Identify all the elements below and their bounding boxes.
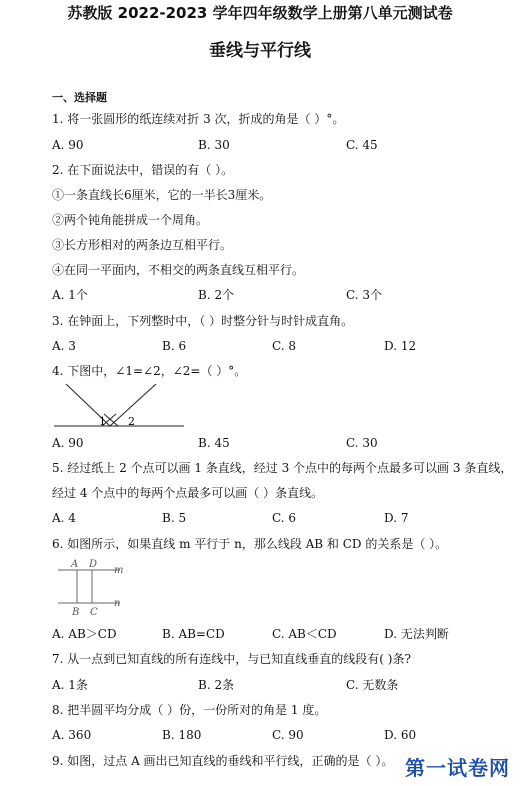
question-7-option-b: B. 2条 [198,678,235,692]
angle-figure [52,380,192,430]
question-7-option-c: C. 无数条 [346,678,399,692]
question-5-stem-continued: 经过 4 个点中的每两个点最多可以画（ ）条直线。 [52,486,324,500]
question-8-option-c: C. 90 [272,728,304,742]
question-5-option-d: D. 7 [384,511,409,525]
page-subtitle: 垂线与平行线 [209,41,311,61]
watermark-logo: 第一试卷网 [405,756,510,780]
question-8-option-d: D. 60 [384,728,417,742]
question-3-option-d: D. 12 [384,339,417,353]
question-6-option-b: B. AB=CD [162,627,225,641]
question-3-option-c: C. 8 [272,339,297,353]
question-1-option-b: B. 30 [198,138,230,152]
question-2-option-c: C. 3个 [346,288,383,302]
question-2-stem: 2. 在下面说法中，错误的有（ ）。 [52,163,234,177]
point-c-label: C [90,607,98,618]
section-heading: 一、选择题 [52,91,107,104]
question-6-option-c: C. AB＜CD [272,627,337,641]
question-9-stem: 9. 如图，过点 A 画出已知直线的垂线和平行线，正确的是（ ）。 [52,754,394,768]
question-2-option-b: B. 2个 [198,288,235,302]
question-8-option-b: B. 180 [162,728,202,742]
question-7-option-a: A. 1条 [52,678,88,692]
question-4-option-a: A. 90 [52,436,84,450]
line-m-label: m [114,565,124,576]
point-b-label: B [72,607,80,618]
question-1-stem: 1. 将一张圆形的纸连续对折 3 次，折成的角是（ ）°。 [52,112,345,126]
question-5-option-b: B. 5 [162,511,187,525]
question-1-option-c: C. 45 [346,138,378,152]
question-2-statement-2: ②两个钝角能拼成一个周角。 [52,213,209,227]
question-2-statement-1: ①一条直线长6厘米，它的一半长3厘米。 [52,188,272,202]
question-5-option-c: C. 6 [272,511,297,525]
question-8-stem: 8. 把半圆平均分成（ ）份，一份所对的角是 1 度。 [52,703,327,717]
page-title: 苏教版 2022-2023 学年四年级数学上册第八单元测试卷 [67,4,453,22]
angle-label-1: 1 [99,415,106,428]
question-5-option-a: A. 4 [52,511,76,525]
question-2-statement-4: ④在同一平面内，不相交的两条直线互相平行。 [52,263,305,277]
question-3-stem: 3. 在钟面上，下列整时中，（ ）时整分针与时针成直角。 [52,314,354,328]
question-6-option-a: A. AB＞CD [52,627,117,641]
question-6-option-d: D. 无法判断 [384,627,449,641]
question-1-option-a: A. 90 [52,138,84,152]
question-3-option-a: A. 3 [52,339,76,353]
question-3-option-b: B. 6 [162,339,187,353]
question-4-stem: 4. 下图中，∠1=∠2，∠2=（ ）°。 [52,364,247,378]
question-7-stem: 7. 从一点到已知直线的所有连线中，与已知直线垂直的线段有( )条? [52,652,411,666]
line-n-label: n [114,598,121,609]
question-8-option-a: A. 360 [52,728,92,742]
question-5-stem: 5. 经过纸上 2 个点可以画 1 条直线，经过 3 个点中的每两个点最多可以画 3 条直线， [52,461,513,475]
question-6-stem: 6. 如图所示，如果直线 m 平行于 n，那么线段 AB 和 CD 的关系是（ ）。 [52,537,448,551]
question-2-option-a: A. 1个 [52,288,88,302]
question-4-option-c: C. 30 [346,436,378,450]
point-d-label: D [89,559,98,570]
parallel-lines-figure [52,556,142,618]
angle-label-2: 2 [128,415,135,428]
point-a-label: A [71,559,79,570]
question-4-option-b: B. 45 [198,436,230,450]
question-2-statement-3: ③长方形相对的两条边互相平行。 [52,238,233,252]
